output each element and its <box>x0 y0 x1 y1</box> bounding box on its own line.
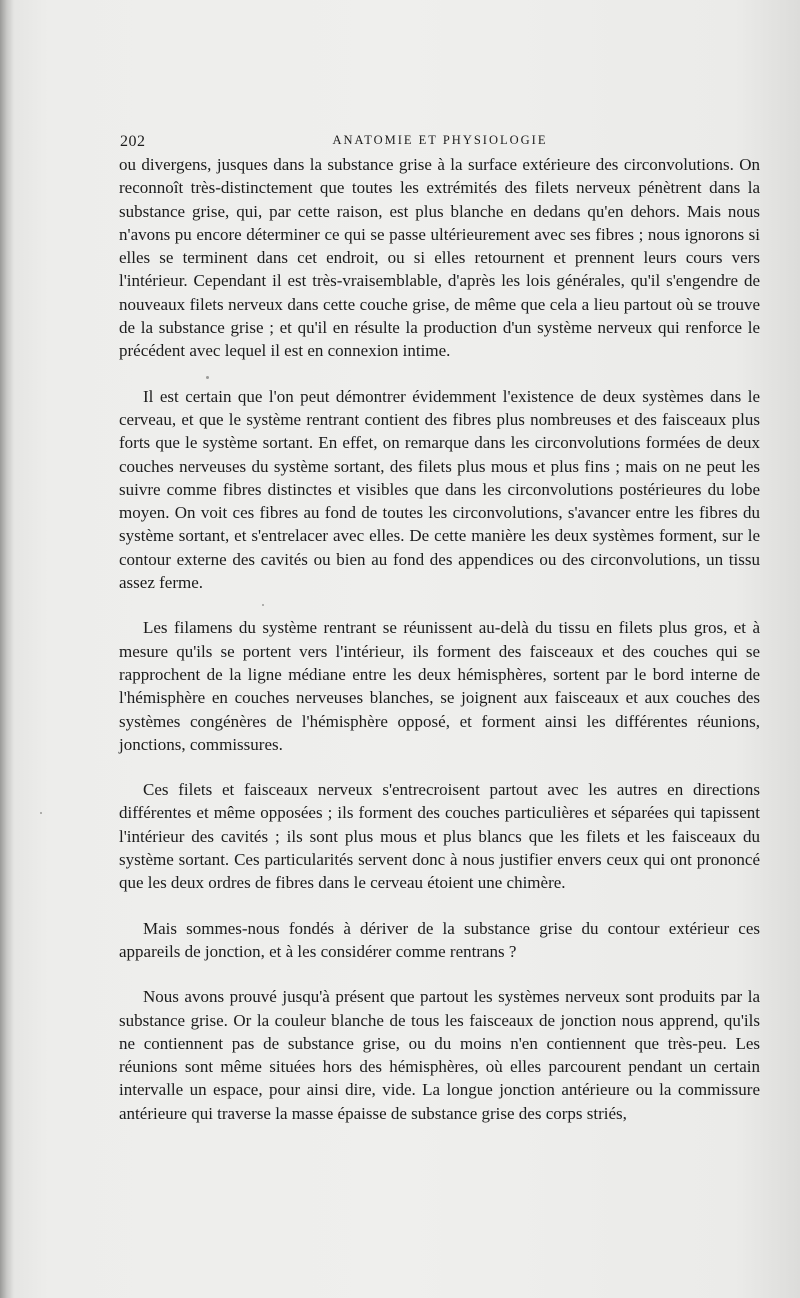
binding-shadow <box>0 0 14 1298</box>
running-head <box>120 133 760 153</box>
paragraph-1: ou divergens, jusques dans la substance grise à la surface extérieure des circonvolutions. On reconnoît très-distinctement que toutes les extrémités des filets nerveux pénètrent dans la substance grise, qui, par cette raison, est plus blanche en dedans qu'en dehors. Mais nous n'avons pu encore déterminer ce qui se passe ultérieurement avec ses fibres ; nous ignorons si elles se terminent dans cet endroit, ou si elles retournent et prennent leurs cours vers l'intérieur. Cependant il est très-vraisemblable, d'après les lois générales, qu'il s'engendre de nouveaux filets nerveux dans cette couche grise, de même que cela a lieu partout où se trouve de la substance grise ; et qu'il en résulte la production d'un système nerveux qui renforce le précédent avec lequel il est en connexion intime. <box>119 155 760 361</box>
paragraph-2: Il est certain que l'on peut démontrer évidemment l'existence de deux systèmes dans le cerveau, et que le système rentrant contient des fibres plus nombreuses et des faisceaux plus forts que le système sortant. En effet, on remarque dans les circonvolutions formées de deux couches nerveuses du système sortant, des filets plus mous et plus fins ; mais on ne peut les suivre comme fibres distinctes et visibles que dans les circonvolutions postérieures du lobe moyen. On voit ces fibres au fond de toutes les circonvolutions, s'avancer entre les fibres du système sortant, et s'entrelacer avec elles. De cette manière les deux systèmes forment, sur le contour externe des cavités ou bien au fond des appendices ou des circonvolutions, un tissu assez ferme. <box>119 386 760 593</box>
paper-speck <box>206 376 209 379</box>
paragraph-4: Ces filets et faisceaux nerveux s'entrecroisent partout avec les autres en directions différentes et même opposées ; ils forment des couches particulières et séparées qui tapissent l'intérieur des cavités ; ils sont plus mous et plus blancs que les filets et les faisceaux du système sortant. Ces particularités servent donc à nous justifier envers ceux qui ont prononcé que les deux ordres de fibres dans le cerveau étoient une chimère. <box>119 780 760 893</box>
running-title: ANATOMIE ET PHYSIOLOGIE <box>332 133 548 147</box>
body-text <box>119 153 760 1125</box>
paragraph-6: Nous avons prouvé jusqu'à présent que partout les systèmes nerveux sont produits par la substance grise. Or la couleur blanche de tous les faisceaux de jonction nous apprend, qu'ils ne contiennent pas de substance grise, ou du moins n'en contiennent que très-peu. Les réunions sont même situées hors des hémisphères, où elles parcourent pendant un certain intervalle un espace, pour ainsi dire, vide. La longue jonction antérieure ou la commissure antérieure qui traverse la masse épaisse de substance grise des corps striés, <box>119 987 760 1123</box>
paragraph-5: Mais sommes-nous fondés à dériver de la substance grise du contour extérieur ces appareils de jonction, et à les considérer comme rentrans ? <box>119 918 760 961</box>
page-number: 202 <box>120 133 146 150</box>
paper-speck <box>262 604 264 606</box>
paper-speck <box>40 812 42 814</box>
paragraph-3: Les filamens du système rentrant se réunissent au-delà du tissu en filets plus gros, et à mesure qu'ils se portent vers l'intérieur, ils forment des faisceaux et des couches qui se rapprochent de la ligne médiane entre les deux hémisphères, sortent par le bord interne de l'hémisphère en couches nerveuses blanches, se joignent aux faisceaux et aux couches des systèmes congénères de l'hémisphère opposé, et forment ainsi les différentes réunions, jonctions, commissures. <box>119 618 760 754</box>
